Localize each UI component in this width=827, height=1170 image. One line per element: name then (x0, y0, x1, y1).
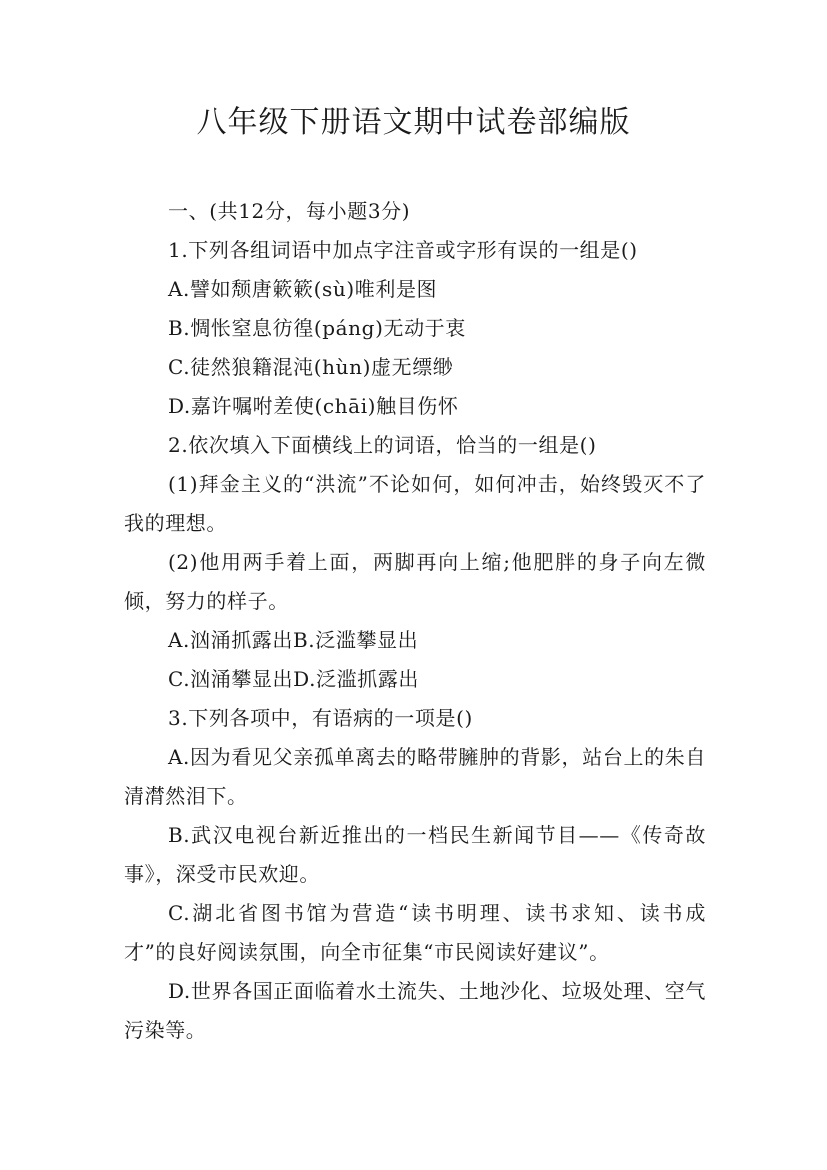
question-3-option-c: C.湖北省图书馆为营造“读书明理、读书求知、读书成才”的良好阅读氛围，向全市征集“市民阅读好建议”。 (124, 901, 706, 964)
document-body (124, 192, 706, 1050)
question-2-options-ab: A.汹涌抓露出B.泛滥攀显出 (168, 628, 419, 652)
question-3-option-b: B.武汉电视台新近推出的一档民生新闻节目——《传奇故事》，深受市民欢迎。 (124, 823, 706, 886)
question-1: 1.下列各组词语中加点字注音或字形有误的一组是() (168, 238, 638, 262)
question-2-options-cd: C.汹涌攀显出D.泛滥抓露出 (168, 667, 420, 691)
question-3-option-a: A.因为看见父亲孤单离去的略带臃肿的背影，站台上的朱自清潸然泪下。 (124, 745, 706, 808)
question-3-option-d: D.世界各国正面临着水土流失、土地沙化、垃圾处理、空气污染等。 (124, 979, 706, 1042)
question-2: 2.依次填入下面横线上的词语，恰当的一组是() (168, 433, 597, 457)
question-1-option-d: D.嘉许嘱咐差使(chāi)触目伤怀 (168, 394, 459, 418)
question-2-sentence-1: (1)拜金主义的“洪流”不论如何，如何冲击，始终毁灭不了我的理想。 (124, 472, 706, 535)
question-1-option-a: A.譬如颓唐簌簌(sù)唯利是图 (168, 277, 438, 301)
question-1-option-b: B.惆怅窒息彷徨(páng)无动于衷 (168, 316, 466, 340)
question-1-option-c: C.徒然狼籍混沌(hùn)虚无缥缈 (168, 355, 454, 379)
section-heading: 一、(共12分，每小题3分) (168, 199, 411, 223)
question-2-sentence-2: (2)他用两手着上面，两脚再向上缩;他肥胖的身子向左微倾，努力的样子。 (124, 550, 706, 613)
document-title: 八年级下册语文期中试卷部编版 (196, 105, 631, 140)
question-3: 3.下列各项中，有语病的一项是() (168, 706, 473, 730)
